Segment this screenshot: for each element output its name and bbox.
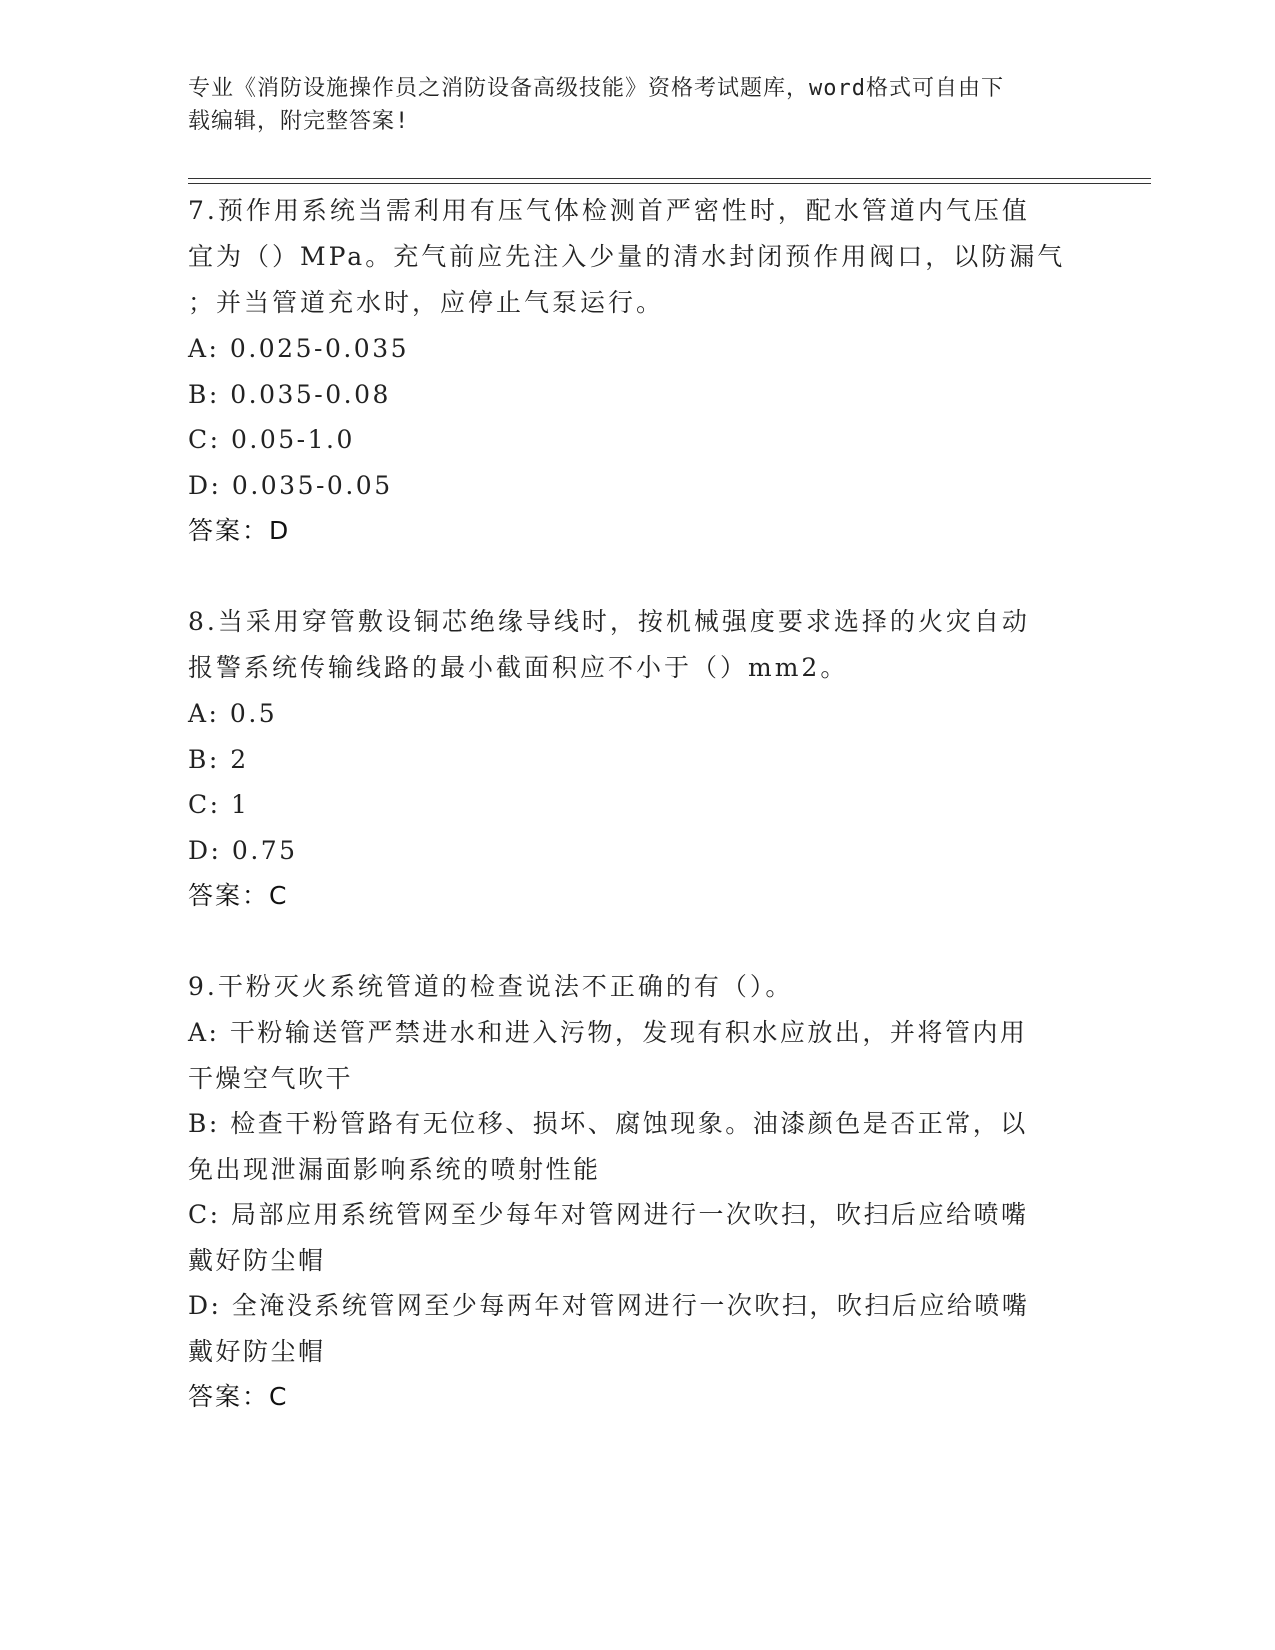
- spacer: [188, 919, 1088, 964]
- document-header: [188, 72, 1078, 138]
- option-a: A: 0.5: [188, 699, 278, 728]
- option-d-continued: 戴好防尘帽: [188, 1336, 326, 1366]
- question-stem-line: 报警系统传输线路的最小截面积应不小于（）mm2。: [188, 653, 849, 682]
- question-stem-line: 7.预作用系统当需利用有压气体检测首严密性时，配水管道内气压值: [188, 196, 1030, 225]
- question-stem-line: ；并当管道充水时，应停止气泵运行。: [188, 288, 665, 317]
- question-stem-line: 宜为（）MPa。充气前应先注入少量的清水封闭预作用阀口，以防漏气: [188, 242, 1066, 271]
- question-stem-line: 9.干粉灭火系统管道的检查说法不正确的有（）。: [188, 972, 794, 1001]
- answer-label: 答案：C: [188, 1382, 289, 1411]
- header-line-1: 专业《消防设施操作员之消防设备高级技能》资格考试题库，word格式可自由下: [188, 76, 1004, 101]
- question-list: [188, 188, 1088, 1420]
- option-b: B: 2: [188, 744, 249, 774]
- option-a: A: 0.025-0.035: [188, 334, 410, 363]
- header-divider-bottom: [188, 183, 1151, 184]
- option-b: B: 0.035-0.08: [188, 379, 391, 409]
- question-9: [188, 964, 1088, 1420]
- header-divider-top: [188, 178, 1151, 179]
- option-a-continued: 干燥空气吹干: [188, 1063, 354, 1093]
- option-c: C: 0.05-1.0: [188, 425, 355, 454]
- answer-label: 答案：D: [188, 516, 291, 545]
- question-8: [188, 599, 1088, 919]
- option-b: B: 检查干粉管路有无位移、损坏、腐蚀现象。油漆颜色是否正常，以: [188, 1109, 1028, 1138]
- option-d: D: 0.75: [188, 835, 298, 865]
- question-7: [188, 188, 1088, 554]
- question-stem-line: 8.当采用穿管敷设铜芯绝缘导线时，按机械强度要求选择的火灾自动: [188, 607, 1030, 636]
- option-d: D: 全淹没系统管网至少每两年对管网进行一次吹扫，吹扫后应给喷嘴: [188, 1291, 1030, 1320]
- option-c-continued: 戴好防尘帽: [188, 1245, 326, 1275]
- option-d: D: 0.035-0.05: [188, 470, 393, 500]
- option-a: A: 干粉输送管严禁进水和进入污物，发现有积水应放出，并将管内用: [188, 1018, 1028, 1047]
- option-b-continued: 免出现泄漏面影响系统的喷射性能: [188, 1154, 601, 1184]
- header-line-2: 载编辑，附完整答案!: [188, 109, 410, 134]
- answer-label: 答案：C: [188, 881, 289, 910]
- spacer: [188, 554, 1088, 599]
- option-c: C: 1: [188, 790, 250, 819]
- option-c: C: 局部应用系统管网至少每年对管网进行一次吹扫，吹扫后应给喷嘴: [188, 1200, 1029, 1229]
